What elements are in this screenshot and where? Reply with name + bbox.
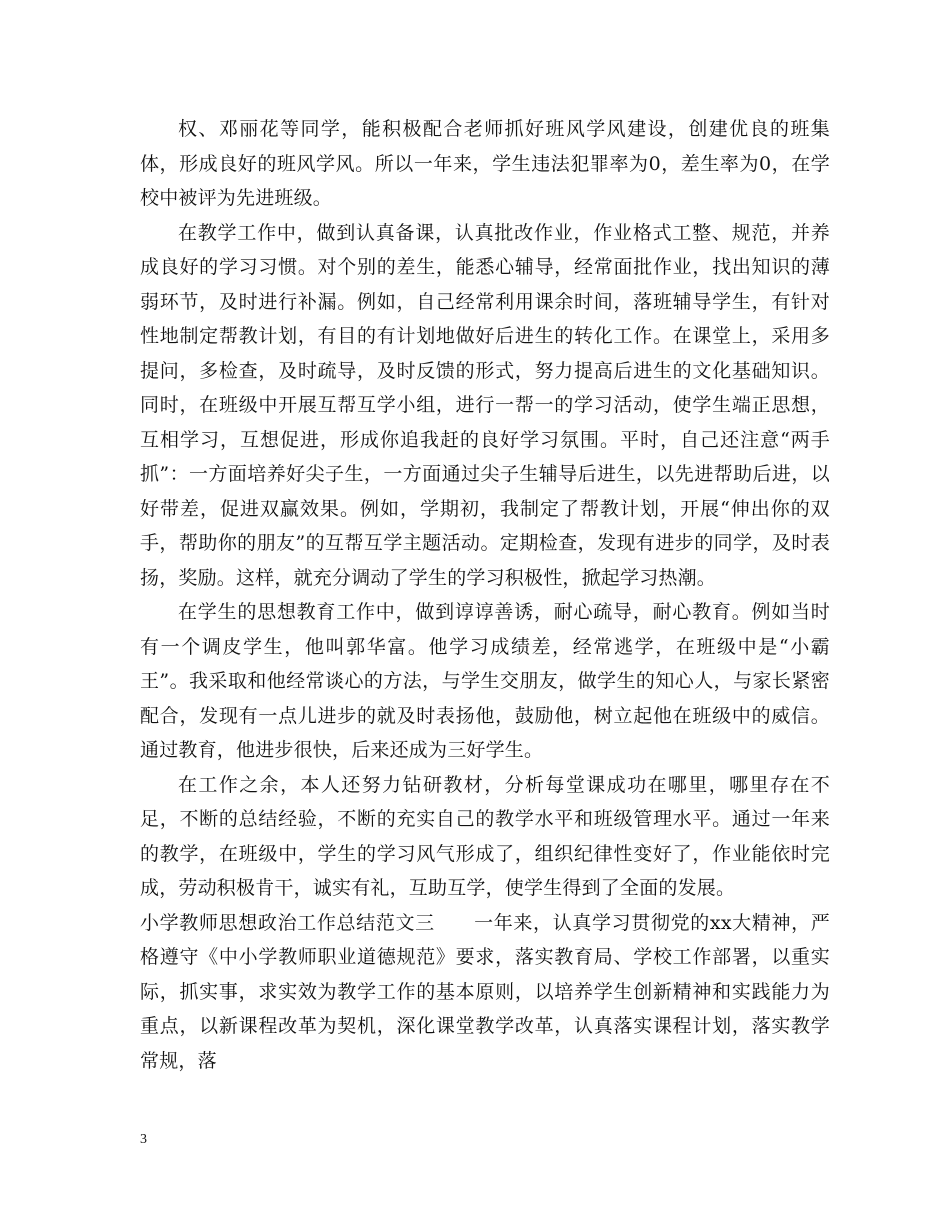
paragraph-teaching-work: 在教学工作中，做到认真备课，认真批改作业，作业格式工整、规范，并养成良好的学习习惯。对个别的差生，能悉心辅导，经常面批作业，找出知识的薄弱环节，及时进行补漏。例如，自己经常利用课余时间，落班辅导学生，有针对性地制定帮教计划，有目的有计划地做好后进生的转化工作。在课堂上，采用多提问，多检查，及时疏导，及时反馈的形式，努力提高后进生的文化基础知识。同时，在班级中开展互帮互学小组，进行一帮一的学习活动，使学生端正思想，互相学习，互想促进，形成你追我赶的良好学习氛围。平时，自己还注意“两手抓”：一方面培养好尖子生，一方面通过尖子生辅导后进生，以先进帮助后进，以好带差，促进双赢效果。例如，学期初，我制定了帮教计划，开展“伸出你的双手，帮助你的朋友”的互帮互学主题活动。定期检查，发现有进步的同学，及时表扬，奖励。这样，就充分调动了学生的学习积极性，掀起学习热潮。 bbox=[140, 221, 830, 589]
page-number: 3 bbox=[140, 1132, 147, 1147]
document-body bbox=[140, 112, 830, 1078]
paragraph-class-achievement: 权、邓丽花等同学，能积极配合老师抓好班风学风建设，创建优良的班集体，形成良好的班风学风。所以一年来，学生违法犯罪率为0，差生率为0，在学校中被评为先进班级。 bbox=[140, 118, 830, 209]
paragraph-ideological-education: 在学生的思想教育工作中，做到谆谆善诱，耐心疏导，耐心教育。例如当时有一个调皮学生，他叫郭华富。他学习成绩差，经常逃学，在班级中是“小霸王”。我采取和他经常谈心的方法，与学生交朋友，做学生的知心人，与家长紧密配合，发现有一点儿进步的就及时表扬他，鼓励他，树立起他在班级中的威信。通过教育，他进步很快，后来还成为三好学生。 bbox=[140, 601, 830, 761]
paragraph-sample-three: 小学教师思想政治工作总结范文三 一年来，认真学习贯彻党的xx大精神，严格遵守《中小学教师职业道德规范》要求，落实教育局、学校工作部署，以重实际，抓实事，求实效为教学工作的基本原则，以培养学生创新精神和实践能力为重点，以新课程改革为契机，深化课堂教学改革，认真落实课程计划，落实教学常规，落 bbox=[140, 911, 830, 1072]
paragraph-self-improvement: 在工作之余，本人还努力钻研教材，分析每堂课成功在哪里，哪里存在不足，不断的总结经验，不断的充实自己的教学水平和班级管理水平。通过一年来的教学，在班级中，学生的学习风气形成了，组织纪律性变好了，作业能依时完成，劳动积极肯干，诚实有礼，互助互学，使学生得到了全面的发展。 bbox=[140, 773, 830, 899]
